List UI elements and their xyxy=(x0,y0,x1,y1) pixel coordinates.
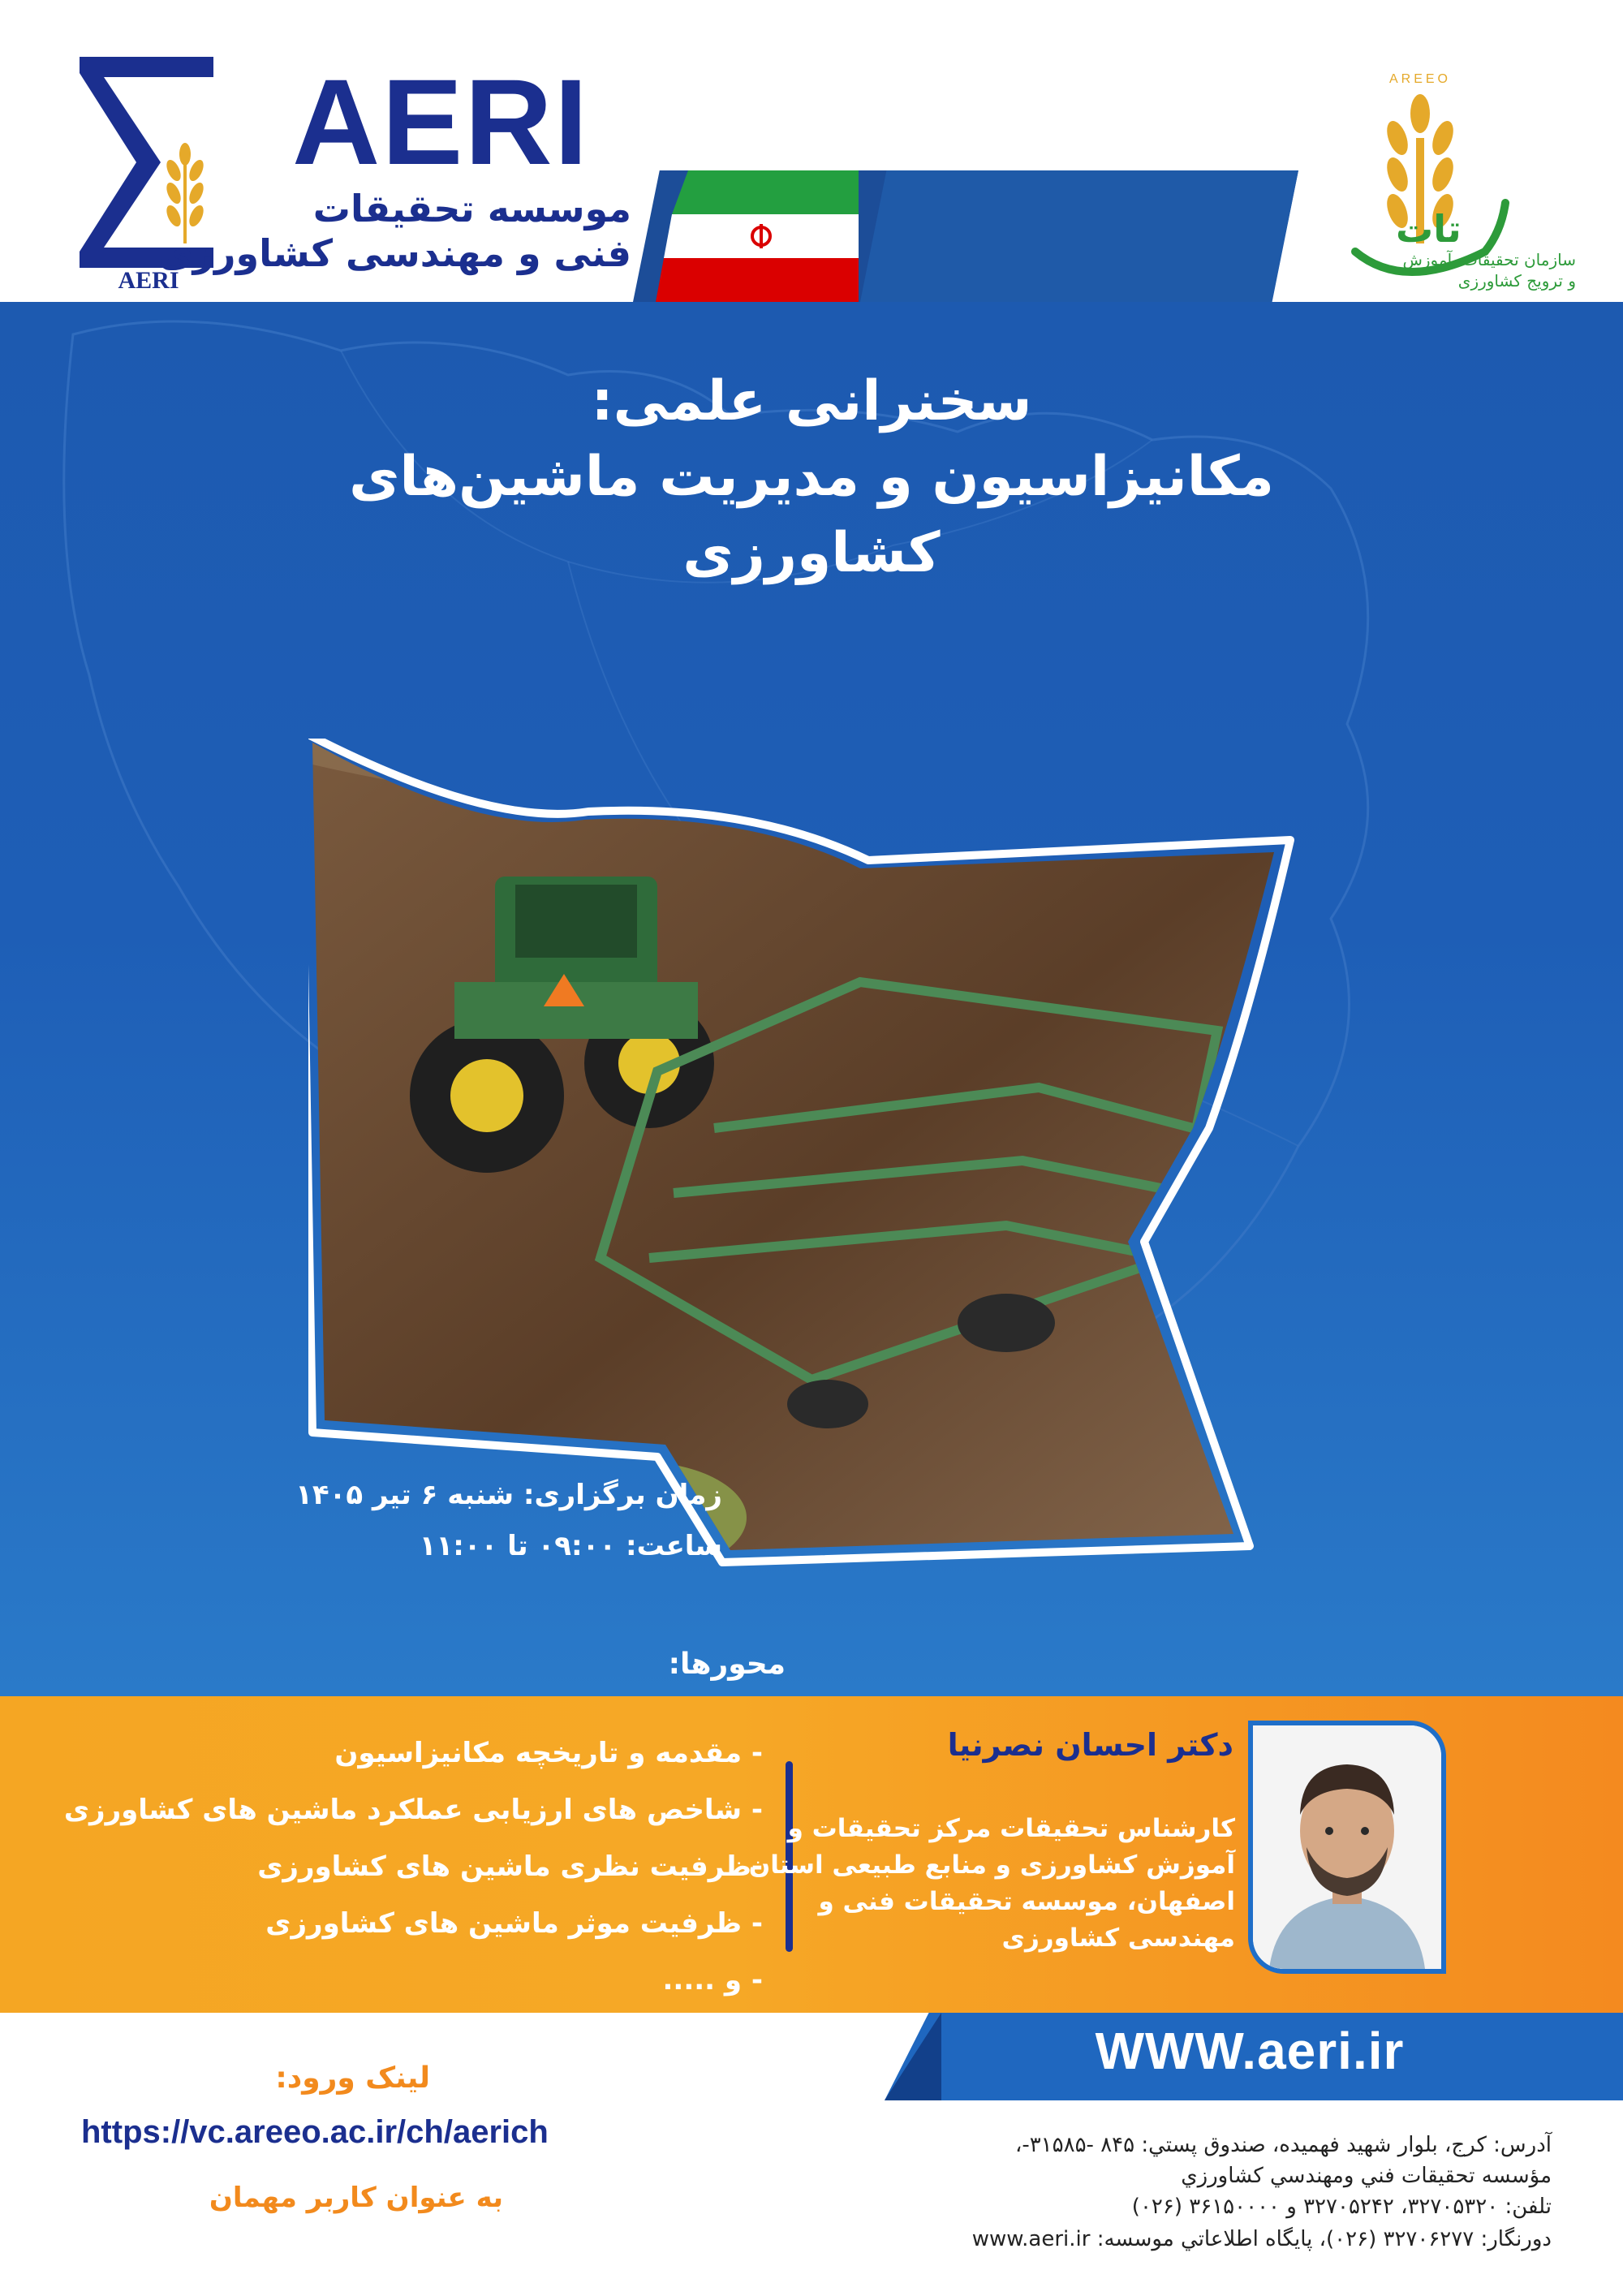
title-line2: مکانیزاسیون و مدیریت ماشین‌های xyxy=(349,445,1274,509)
speaker-name: دکتر احسان نصرنیا xyxy=(947,1727,1233,1763)
topic-item: - مقدمه و تاریخچه مکانیزاسیون xyxy=(334,1737,763,1769)
event-date: زمان برگزاری: شنبه ۶ تیر ۱۴۰۵ xyxy=(295,1479,722,1511)
title-line1: سخنرانی علمی: xyxy=(591,369,1032,433)
aeri-acronym: AERI xyxy=(292,54,590,190)
areeo-name: تات xyxy=(1396,207,1462,251)
areeo-logo-letters: AREEO xyxy=(1388,72,1452,86)
speaker-bio-line: اصفهان، موسسه تحقیقات فنی و xyxy=(818,1887,1235,1916)
topics-heading: محورها: xyxy=(668,1648,786,1681)
topic-item: -ظرفیت نظری ماشین های کشاورزی xyxy=(257,1850,763,1883)
speaker-bio-line: مهندسی کشاورزی xyxy=(1001,1923,1235,1953)
areeo-sub-line2: و ترویج کشاورزی xyxy=(1457,271,1576,291)
aeri-name-line1: موسسه تحقیقات xyxy=(312,187,631,230)
topic-item: - ظرفیت موثر ماشین های کشاورزی xyxy=(265,1907,763,1940)
address-line: مؤسسه تحقيقات فني ومهندسي كشاورزي xyxy=(1181,2164,1552,2188)
speaker-bio-line: آموزش کشاورزی و منابع طبیعی استان xyxy=(748,1850,1235,1880)
aeri-name-line2: فنی و مهندسی کشاورزی xyxy=(158,231,631,275)
address-line: دورنگار: ۳۲۷۰۶۲۷۷ (۰۲۶)، پایگاه اطلاعاتي موسسه: www.aeri.ir xyxy=(971,2227,1552,2251)
iran-flag-icon xyxy=(656,170,859,302)
topic-item: - شاخص های ارزیابی عملکرد ماشین های کشاورزی xyxy=(63,1794,763,1826)
login-link-label: لینک ورود: xyxy=(275,2061,430,2095)
title-line3: کشاورزی xyxy=(682,521,941,585)
address-line: تلفن: ۳۲۷۰۵۳۲۰، ۳۲۷۰۵۲۴۲ و ۳۶۱۵۰۰۰۰ (۰۲۶) xyxy=(1131,2195,1552,2219)
login-link-url[interactable]: https://vc.areeo.ac.ir/ch/aerich xyxy=(81,2114,549,2150)
tractor-photo xyxy=(308,739,1396,1583)
topic-item: - و ..... xyxy=(662,1964,763,1997)
areeo-sub-line1: سازمان تحقیقات، آموزش xyxy=(1402,250,1576,269)
speaker-bio-line: کارشناس تحقیقات مرکز تحقیقات و xyxy=(787,1814,1235,1843)
website-link[interactable]: WWW.aeri.ir xyxy=(1095,2022,1405,2080)
guest-note: به عنوان کاربر مهمان xyxy=(209,2182,503,2214)
event-time: ساعت: ۰۹:۰۰ تا ۱۱:۰۰ xyxy=(419,1530,722,1562)
aeri-logo-caption: AERI xyxy=(118,267,179,292)
speaker-portrait-icon xyxy=(1253,1725,1441,1969)
address-line: آدرس: کرج، بلوار شهید فهمیده، صندوق پستي: ۸۴۵ -۳۱۵۸۵-، xyxy=(1014,2133,1552,2157)
flag-band-dark xyxy=(860,170,1298,302)
speaker-avatar xyxy=(1248,1721,1446,1974)
